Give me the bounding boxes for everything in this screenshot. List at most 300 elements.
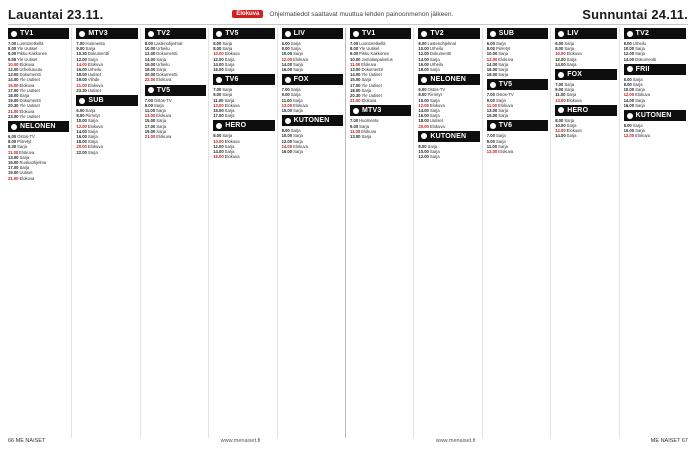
program-time: 7.00 bbox=[486, 92, 495, 98]
program-title: Ostos-TV bbox=[17, 134, 35, 140]
channel-section bbox=[76, 95, 137, 155]
program-title: Sarja bbox=[566, 123, 577, 129]
program-title: Sarja bbox=[224, 108, 235, 114]
program-title: Yle Uutiset bbox=[361, 82, 382, 88]
channel-header[interactable] bbox=[145, 28, 206, 39]
program-time: 10.00 bbox=[8, 61, 19, 67]
channel-logo-icon bbox=[558, 31, 564, 37]
channel-name: SUB bbox=[498, 30, 515, 37]
program-time: 6.00 bbox=[8, 134, 17, 140]
channel-section bbox=[624, 110, 686, 139]
program-time: 15.00 bbox=[8, 82, 19, 88]
program-time: 15.00 bbox=[213, 108, 224, 114]
listing-column bbox=[555, 28, 619, 438]
program-time: 10.00 bbox=[418, 149, 429, 155]
program-title: Yle Uutiset bbox=[17, 56, 38, 62]
channel-name: KUTONEN bbox=[430, 132, 467, 140]
footer-left bbox=[8, 438, 45, 444]
channel-section bbox=[213, 74, 274, 118]
channel-header[interactable] bbox=[282, 28, 343, 39]
channel-header[interactable] bbox=[555, 28, 616, 39]
program-time: 8.00 bbox=[213, 133, 222, 139]
program-title: Sarja bbox=[87, 149, 98, 155]
right-page-date: Sunnuntai 24.11. bbox=[582, 6, 688, 22]
program-time: 10.00 bbox=[350, 56, 361, 62]
program-title: Sarja bbox=[632, 76, 643, 82]
program-time: 12.00 bbox=[213, 143, 224, 149]
channel-name: TV5 bbox=[498, 81, 513, 89]
program-title: Sarja bbox=[222, 41, 233, 46]
program-listing[interactable] bbox=[76, 150, 137, 155]
program-time: 7.00 bbox=[555, 82, 564, 88]
program-title: Sarja bbox=[293, 138, 303, 144]
channel-logo-icon bbox=[558, 72, 564, 78]
program-time: 9.00 bbox=[8, 51, 17, 57]
channel-name: NELONEN bbox=[20, 123, 56, 131]
program-title: Urheilu bbox=[87, 67, 102, 73]
program-title: Elokuva bbox=[498, 56, 514, 62]
program-title: Sarja bbox=[361, 77, 372, 83]
program-time: 10.00 bbox=[213, 51, 224, 57]
program-time: 9.00 bbox=[350, 123, 359, 129]
top-bar bbox=[8, 6, 688, 25]
program-time: 9.00 bbox=[555, 87, 564, 93]
program-title: Yle Uutiset bbox=[19, 87, 40, 93]
program-title: Sarja bbox=[564, 87, 575, 93]
program-title: Sarja bbox=[359, 123, 369, 129]
program-time: 14.00 bbox=[213, 149, 224, 155]
film-listing[interactable] bbox=[145, 134, 206, 139]
program-title: Sarja bbox=[224, 113, 235, 119]
program-title: Piirretyt bbox=[427, 92, 442, 98]
program-time: 21.00 bbox=[144, 134, 156, 140]
channel-section bbox=[555, 69, 616, 103]
program-time: 11.00 bbox=[281, 97, 292, 103]
program-title: Sarja bbox=[222, 87, 233, 93]
program-time: 10.00 bbox=[144, 46, 156, 52]
program-listing[interactable] bbox=[282, 67, 343, 72]
channel-section bbox=[624, 28, 686, 62]
program-time: 7.00 bbox=[486, 133, 495, 139]
program-title: Sarja bbox=[85, 46, 96, 52]
left-page-number: 66 bbox=[8, 438, 15, 444]
program-time: 10.00 bbox=[623, 128, 635, 134]
channel-logo-icon bbox=[558, 107, 564, 113]
program-time: 12.00 bbox=[555, 128, 566, 134]
program-time: 12.00 bbox=[76, 123, 87, 129]
program-time: 18.00 bbox=[76, 139, 87, 145]
channel-logo-icon bbox=[216, 123, 222, 129]
program-title: Sarja bbox=[429, 56, 440, 62]
program-title: Sarja bbox=[293, 51, 303, 57]
program-time: 16.00 bbox=[213, 154, 224, 160]
program-time: 17.00 bbox=[350, 82, 361, 88]
program-title: Sarja bbox=[17, 144, 27, 150]
channel-header[interactable] bbox=[282, 115, 343, 126]
program-listing[interactable] bbox=[350, 134, 411, 139]
channel-header[interactable] bbox=[418, 74, 479, 85]
channel-header[interactable] bbox=[213, 120, 274, 131]
program-time: 10.00 bbox=[213, 138, 224, 144]
program-time: 19.00 bbox=[8, 170, 19, 176]
listing-column bbox=[8, 28, 72, 438]
program-time: 12.00 bbox=[623, 51, 635, 57]
program-title: Jumalanpalvelus bbox=[361, 56, 393, 62]
program-time: 21.00 bbox=[350, 98, 361, 104]
program-title: Elokuva bbox=[498, 149, 514, 155]
film-listing[interactable] bbox=[145, 77, 206, 82]
program-time: 10.00 bbox=[281, 51, 293, 57]
program-title: Yle Uutiset bbox=[17, 46, 38, 52]
channel-section bbox=[555, 28, 616, 67]
program-time: 10.00 bbox=[418, 46, 429, 52]
channel-name: TV5 bbox=[156, 86, 171, 94]
channel-header[interactable] bbox=[487, 79, 548, 90]
program-title: Sarja bbox=[361, 134, 372, 140]
program-title: Urheilu bbox=[632, 41, 647, 46]
channel-header[interactable] bbox=[624, 28, 686, 39]
channel-name: MTV3 bbox=[362, 107, 382, 115]
film-listing[interactable] bbox=[624, 133, 686, 138]
program-time: 14.00 bbox=[281, 61, 293, 67]
channel-name: LIV bbox=[567, 30, 579, 37]
channel-header[interactable] bbox=[213, 28, 274, 39]
film-listing[interactable] bbox=[555, 98, 616, 103]
program-time: 14.00 bbox=[418, 108, 429, 114]
channel-name: TV1 bbox=[362, 30, 376, 37]
channel-header[interactable] bbox=[76, 95, 137, 106]
film-listing[interactable] bbox=[8, 176, 69, 181]
program-title: Yle Uutiset bbox=[361, 93, 382, 99]
program-time: 12.00 bbox=[418, 102, 429, 108]
film-listing[interactable] bbox=[213, 154, 274, 159]
channel-name: NELONEN bbox=[430, 76, 467, 84]
program-time: 9.00 bbox=[76, 46, 85, 52]
channel-header[interactable] bbox=[624, 64, 686, 75]
program-time: 14.00 bbox=[213, 61, 224, 67]
channel-section bbox=[487, 79, 548, 118]
program-listing[interactable] bbox=[487, 113, 548, 118]
program-time: 12.00 bbox=[144, 51, 156, 57]
program-listing[interactable] bbox=[76, 88, 137, 93]
channel-header[interactable] bbox=[76, 28, 137, 39]
channel-header[interactable] bbox=[282, 74, 343, 85]
program-time: 18.00 bbox=[144, 67, 156, 73]
channel-name: TV2 bbox=[635, 30, 650, 37]
program-time: 10.00 bbox=[281, 133, 293, 139]
program-title: Elokuva bbox=[224, 102, 240, 108]
channel-logo-icon bbox=[285, 31, 291, 37]
program-time: 7.00 bbox=[8, 41, 17, 46]
program-time: 11.00 bbox=[555, 92, 566, 98]
channel-header[interactable] bbox=[418, 28, 479, 39]
channel-logo-icon bbox=[421, 77, 427, 83]
program-time: 15.00 bbox=[486, 113, 498, 119]
program-time: 8.00 bbox=[281, 46, 290, 52]
channel-name: MTV3 bbox=[88, 30, 108, 37]
program-title: Yle Uutiset bbox=[19, 103, 40, 109]
listing-column bbox=[76, 28, 140, 438]
program-time: 7.00 bbox=[281, 87, 290, 93]
channel-header[interactable] bbox=[624, 110, 686, 121]
program-time: 8.00 bbox=[623, 82, 632, 88]
program-title: Elokuva bbox=[293, 102, 308, 108]
program-title: Sarja bbox=[635, 87, 645, 93]
program-title: Sarja bbox=[498, 67, 509, 73]
program-time: 15.00 bbox=[350, 77, 361, 83]
program-time: 8.00 bbox=[555, 46, 564, 52]
program-listing[interactable] bbox=[487, 72, 548, 77]
program-time: 11.00 bbox=[486, 143, 498, 149]
film-listing[interactable] bbox=[418, 124, 479, 129]
program-title: Yle Uutiset bbox=[19, 113, 40, 119]
program-time: 16.00 bbox=[623, 102, 635, 108]
program-time: 9.00 bbox=[144, 102, 153, 108]
program-title: Sarja bbox=[293, 108, 303, 114]
program-time: 8.00 bbox=[623, 123, 632, 129]
program-time: 23.30 bbox=[76, 87, 87, 93]
channel-section bbox=[213, 28, 274, 72]
program-time: 9.00 bbox=[486, 138, 495, 144]
channel-section bbox=[282, 28, 343, 72]
program-time: 20.00 bbox=[76, 144, 87, 150]
program-title: Dokumentti bbox=[19, 98, 41, 104]
channel-name: HERO bbox=[567, 106, 589, 114]
program-time: 22.00 bbox=[76, 149, 87, 155]
program-time: 13.00 bbox=[555, 97, 566, 103]
footer-site-right[interactable]: www.menaiset.fi bbox=[435, 438, 476, 444]
program-title: Ostos-TV bbox=[153, 97, 172, 103]
page-footer bbox=[8, 438, 688, 444]
program-listing[interactable] bbox=[624, 103, 686, 108]
program-time: 15.00 bbox=[281, 108, 293, 114]
channel-header[interactable] bbox=[350, 105, 411, 116]
program-time: 13.00 bbox=[486, 108, 498, 114]
program-title: Dokumentti bbox=[361, 67, 383, 73]
program-time: 20.30 bbox=[8, 103, 19, 109]
program-time: 18.00 bbox=[76, 72, 87, 78]
program-time: 6.00 bbox=[213, 41, 222, 46]
program-time: 17.00 bbox=[8, 87, 19, 93]
program-listing[interactable] bbox=[418, 154, 479, 159]
program-title: Elokuva bbox=[361, 98, 377, 104]
channel-logo-icon bbox=[490, 31, 496, 37]
program-title: Elokuva bbox=[224, 51, 240, 57]
program-time: 10.00 bbox=[623, 87, 635, 93]
program-title: Sarja bbox=[427, 143, 438, 149]
program-time: 9.00 bbox=[350, 51, 359, 57]
channel-header[interactable] bbox=[145, 85, 206, 96]
program-title: Sarja bbox=[498, 113, 509, 119]
program-time: 9.55 bbox=[8, 56, 17, 62]
program-time: 14.00 bbox=[418, 56, 429, 62]
channel-header[interactable] bbox=[8, 28, 69, 39]
channel-logo-icon bbox=[421, 133, 427, 139]
program-title: Sarja bbox=[290, 128, 301, 134]
channel-header[interactable] bbox=[8, 121, 69, 132]
program-title: Sarja bbox=[429, 67, 440, 73]
channel-header[interactable] bbox=[487, 28, 548, 39]
program-title: Elokuva bbox=[19, 61, 35, 67]
program-title: Luontoretkellä bbox=[17, 41, 44, 46]
program-title: Uutiset bbox=[87, 87, 101, 93]
program-title: Elokuva bbox=[293, 143, 308, 149]
program-title: Sarja bbox=[429, 108, 440, 114]
program-title: Sarja bbox=[156, 108, 166, 114]
channel-logo-icon bbox=[79, 31, 85, 37]
program-time: 11.00 bbox=[486, 102, 498, 108]
program-title: Huomenta bbox=[359, 118, 379, 124]
channel-section bbox=[8, 28, 69, 119]
program-time: 8.00 bbox=[8, 46, 17, 52]
program-title: Sarja bbox=[495, 41, 506, 46]
channel-name: FOX bbox=[567, 71, 583, 79]
program-time: 14.00 bbox=[623, 56, 635, 62]
program-title: Uutiset bbox=[87, 72, 101, 78]
channel-header[interactable] bbox=[555, 69, 616, 80]
footer-right bbox=[651, 438, 688, 444]
film-listing[interactable] bbox=[487, 149, 548, 154]
channel-section bbox=[145, 85, 206, 140]
channel-section bbox=[350, 105, 411, 139]
program-title: Elokuva bbox=[19, 108, 35, 114]
program-time: 16.00 bbox=[418, 61, 429, 67]
program-time: 10.00 bbox=[76, 118, 87, 124]
program-title: Elokuva bbox=[87, 144, 103, 150]
program-listing[interactable] bbox=[418, 67, 479, 72]
film-listing[interactable] bbox=[350, 98, 411, 103]
program-time: 12.00 bbox=[76, 56, 87, 62]
program-title: Elokuva bbox=[19, 149, 35, 155]
listing-column bbox=[145, 28, 209, 438]
program-time: 6.00 bbox=[281, 41, 290, 46]
channel-logo-icon bbox=[627, 66, 633, 72]
program-time: 13.00 bbox=[281, 102, 293, 108]
channel-section bbox=[418, 74, 479, 129]
channel-logo-icon bbox=[11, 31, 17, 37]
header-note: Ohjelmatiedot saattavat muuttua lehden painoonmenon jälkeen. bbox=[269, 10, 454, 18]
program-listing[interactable] bbox=[282, 108, 343, 113]
program-title: Luontoretkellä bbox=[359, 41, 386, 46]
program-title: Sarja bbox=[495, 97, 506, 103]
program-time: 10.00 bbox=[555, 123, 566, 129]
program-listing[interactable] bbox=[282, 149, 343, 154]
program-title: Yle Uutiset bbox=[19, 77, 40, 83]
program-time: 15.00 bbox=[8, 160, 19, 166]
program-title: Sarja bbox=[19, 154, 30, 160]
channel-logo-icon bbox=[490, 123, 496, 129]
program-title: Elokuva bbox=[156, 134, 172, 140]
program-time: 6.00 bbox=[623, 76, 632, 82]
channel-header[interactable] bbox=[213, 74, 274, 85]
program-time: 8.00 bbox=[486, 46, 495, 52]
program-time: 15.00 bbox=[144, 118, 156, 124]
program-title: Piirretyt bbox=[495, 46, 511, 52]
program-title: Sarja bbox=[635, 46, 645, 52]
program-time: 8.00 bbox=[8, 139, 17, 145]
program-time: 21.00 bbox=[8, 108, 19, 114]
program-time: 16.00 bbox=[418, 113, 429, 119]
program-title: Elokuva bbox=[429, 102, 445, 108]
program-title: Sarja bbox=[495, 133, 506, 139]
program-title: Sarja bbox=[222, 133, 233, 139]
channel-section bbox=[624, 64, 686, 108]
program-time: 8.00 bbox=[418, 41, 427, 46]
program-title: Sarja bbox=[429, 97, 440, 103]
program-title: Sarja bbox=[498, 51, 509, 57]
program-time: 9.00 bbox=[213, 92, 222, 98]
program-title: Sarja bbox=[156, 56, 167, 62]
program-listing[interactable] bbox=[555, 62, 616, 67]
channel-header[interactable] bbox=[487, 120, 548, 131]
channel-section bbox=[282, 115, 343, 154]
program-time: 8.00 bbox=[76, 113, 85, 119]
program-time: 13.00 bbox=[486, 149, 498, 155]
program-title: Sarja bbox=[564, 46, 575, 52]
program-title: Sarja bbox=[632, 82, 643, 88]
program-time: 22.00 bbox=[144, 77, 156, 83]
program-time: 8.00 bbox=[281, 128, 290, 134]
channel-section bbox=[487, 28, 548, 77]
program-title: Sarja bbox=[498, 61, 509, 67]
program-title: Dokumentti bbox=[429, 51, 452, 57]
program-title: Sarja bbox=[635, 128, 645, 134]
program-title: Yle Uutiset bbox=[361, 72, 382, 78]
program-time: 19.00 bbox=[76, 77, 87, 83]
program-listing[interactable] bbox=[555, 133, 616, 138]
program-listing[interactable] bbox=[8, 114, 69, 119]
program-time: 7.00 bbox=[350, 41, 359, 46]
program-title: Sarja bbox=[85, 108, 96, 114]
program-time: 8.00 bbox=[350, 46, 359, 52]
channel-name: TV1 bbox=[20, 30, 34, 37]
program-time: 8.00 bbox=[555, 117, 564, 123]
footer-site-left[interactable]: www.menaiset.fi bbox=[220, 438, 261, 444]
channel-header[interactable] bbox=[555, 105, 616, 116]
program-title: Sarja bbox=[290, 92, 301, 98]
program-time: 20.30 bbox=[350, 93, 361, 99]
channel-logo-icon bbox=[79, 98, 85, 104]
program-time: 14.00 bbox=[486, 61, 498, 67]
program-title: Sarja bbox=[19, 165, 30, 171]
program-time: 12.00 bbox=[213, 56, 224, 62]
program-time: 12.00 bbox=[418, 154, 429, 160]
program-title: Elokuva bbox=[566, 128, 582, 134]
program-listing[interactable] bbox=[213, 67, 274, 72]
program-title: Sarja bbox=[635, 102, 645, 108]
program-title: Elokuva bbox=[293, 56, 308, 62]
program-listing[interactable] bbox=[624, 57, 686, 62]
program-title: Sarja bbox=[293, 133, 303, 139]
program-title: Urheilu bbox=[156, 61, 170, 67]
channel-header[interactable] bbox=[350, 28, 411, 39]
channel-logo-icon bbox=[421, 31, 427, 37]
program-time: 18.00 bbox=[418, 118, 429, 124]
channel-header[interactable] bbox=[418, 131, 479, 142]
program-title: Uutiset bbox=[429, 118, 443, 124]
program-time: 21.00 bbox=[8, 175, 19, 181]
program-time: 14.00 bbox=[76, 128, 87, 134]
program-title: Piirretyt bbox=[17, 139, 32, 145]
channel-logo-icon bbox=[490, 82, 496, 88]
channel-name: KUTONEN bbox=[293, 117, 330, 125]
program-title: Sarja bbox=[156, 123, 167, 129]
program-listing[interactable] bbox=[213, 113, 274, 118]
program-time: 16.00 bbox=[76, 67, 87, 73]
program-time: 6.00 bbox=[555, 41, 564, 46]
channel-logo-icon bbox=[285, 118, 291, 124]
program-time: 14.00 bbox=[350, 72, 361, 78]
